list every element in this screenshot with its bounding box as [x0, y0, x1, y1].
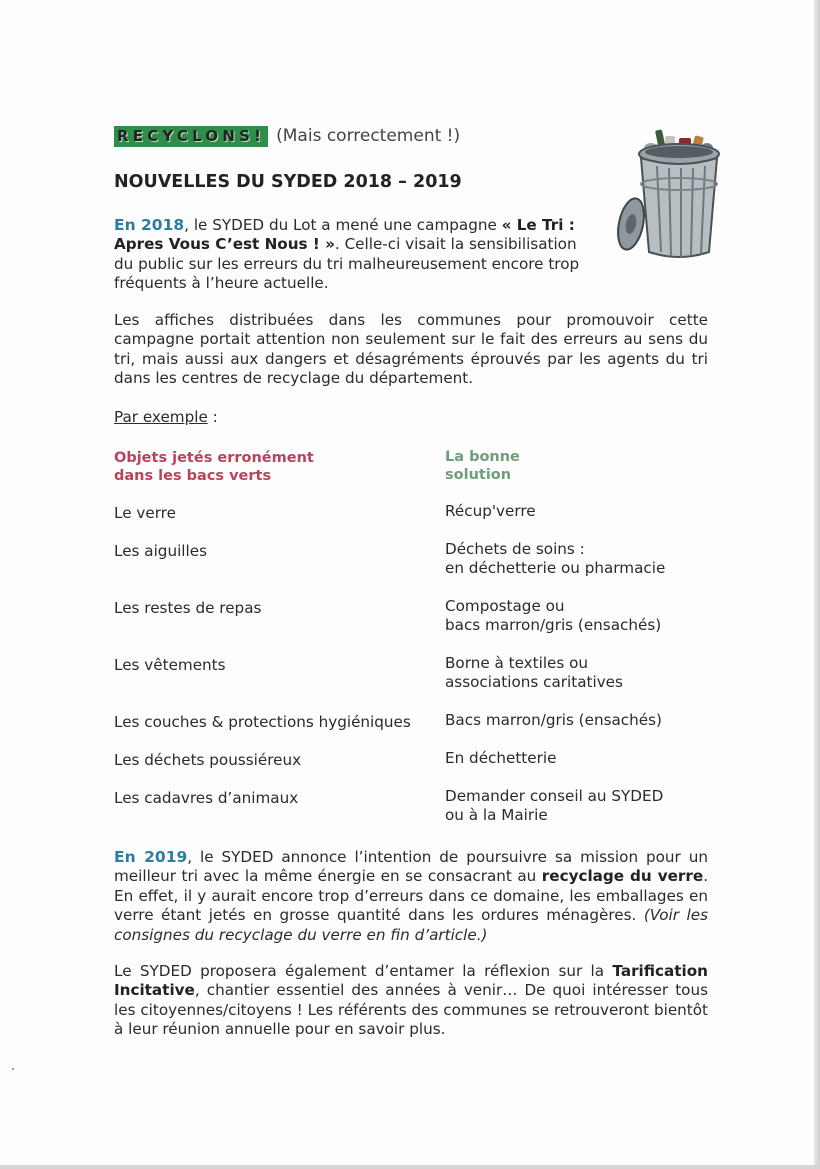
- intro-line-3: du public sur les erreurs du tri malheureusement encore trop: [114, 254, 580, 273]
- table-row-item: Les déchets poussiéreux: [114, 751, 302, 769]
- scan-speck: [12, 1068, 14, 1070]
- header-subtitle: (Mais correctement !): [276, 126, 461, 146]
- solution-line: bacs marron/gris (ensachés): [445, 616, 662, 634]
- tarif-text-1: Le SYDED proposera également d’entamer la réflexion sur la: [114, 962, 613, 980]
- table-row-item: Les vêtements: [114, 656, 226, 674]
- table-row-solution: [445, 787, 663, 825]
- affiches-paragraph: Les affiches distribuées dans les communes pour promouvoir cette campagne portait attention non seulement sur le fait des erreurs au sens du tri, mais aussi aux dangers et désagréments éprouvés par les agents du tri dans les centres de recyclage du département.: [114, 311, 708, 388]
- solution-line: associations caritatives: [445, 673, 623, 691]
- intro-text-1: , le SYDED du Lot a mené une campagne: [184, 216, 502, 234]
- paragraph-2019: [114, 848, 708, 945]
- intro-line-2: [114, 235, 614, 254]
- intro-paragraph: [114, 216, 614, 294]
- tarification-paragraph: [114, 962, 708, 1040]
- trash-can-icon: [617, 124, 727, 270]
- solution-line: Déchets de soins :: [445, 540, 585, 558]
- tarif-text-2: , chantier essentiel des années à venir… De quoi intéresser tous les citoyennes/citoyens ! Les référents des communes se retrouveront bientôt à leur réunion annuelle pour en savoir plus.: [114, 981, 708, 1039]
- solution-line: Demander conseil au SYDED: [445, 787, 664, 805]
- table-row-item: Les aiguilles: [114, 542, 207, 560]
- table-row-solution: [445, 711, 662, 730]
- solution-line: En déchetterie: [445, 749, 557, 767]
- wrong-items-header: Objets jetés erronément dans les bacs verts: [114, 450, 314, 484]
- intro-line-4: fréquents à l’heure actuelle.: [114, 274, 329, 293]
- glass-recycling: recyclage du verre: [541, 867, 704, 886]
- table-row-solution: [445, 502, 536, 521]
- table-row-item: Le verre: [114, 504, 176, 522]
- table-row-item: Les restes de repas: [114, 599, 262, 617]
- page-edge: [814, 0, 820, 1169]
- table-row-item: Les cadavres d’animaux: [114, 789, 299, 807]
- year-2018: En 2018: [114, 216, 185, 234]
- solution-line: en déchetterie ou pharmacie: [445, 559, 666, 577]
- solution-line: ou à la Mairie: [445, 806, 548, 824]
- page-bottom-edge: [0, 1165, 820, 1169]
- example-colon: :: [207, 408, 218, 426]
- intro-line-1: [114, 216, 614, 235]
- table-row-solution: [445, 540, 665, 578]
- p2019-text-1: , le SYDED annonce l’intention de poursuivre sa mission pour un meilleur tri avec la même énergie en se consacrant au: [114, 848, 708, 886]
- example-label-line: [114, 408, 218, 427]
- solution-line: Borne à textiles ou: [445, 654, 589, 672]
- intro-text-2: . Celle-ci visait la sensibilisation: [334, 235, 577, 254]
- year-2019: En 2019: [114, 848, 188, 866]
- solution-line: Compostage ou: [445, 597, 565, 615]
- campaign-name-1: « Le Tri :: [501, 216, 575, 234]
- solution-header: La bonne solution: [445, 449, 520, 483]
- table-row-solution: [445, 749, 556, 768]
- page-title: NOUVELLES DU SYDED 2018 – 2019: [114, 172, 462, 192]
- tarification-incitative: Tarification Incitative: [114, 962, 708, 1000]
- table-row-solution: [445, 597, 661, 635]
- glass-note: (Voir les consignes du recyclage du verre en fin d’article.): [114, 906, 708, 944]
- solution-line: Bacs marron/gris (ensachés): [445, 711, 662, 729]
- campaign-name-2: Apres Vous C’est Nous ! »: [114, 235, 335, 254]
- header-line: [114, 126, 460, 147]
- recyclons-badge: RECYCLONS!: [114, 126, 268, 147]
- solution-line: Récup'verre: [445, 502, 536, 520]
- p2019-text-2: . En effet, il y aurait encore trop d’erreurs dans ce domaine, les emballages en verre étant jetés en grosse quantité dans les ordures ménagères.: [114, 867, 709, 925]
- table-row-solution: [445, 654, 623, 692]
- example-label: Par exemple: [114, 408, 208, 426]
- table-row-item: Les couches & protections hygiéniques: [114, 713, 411, 731]
